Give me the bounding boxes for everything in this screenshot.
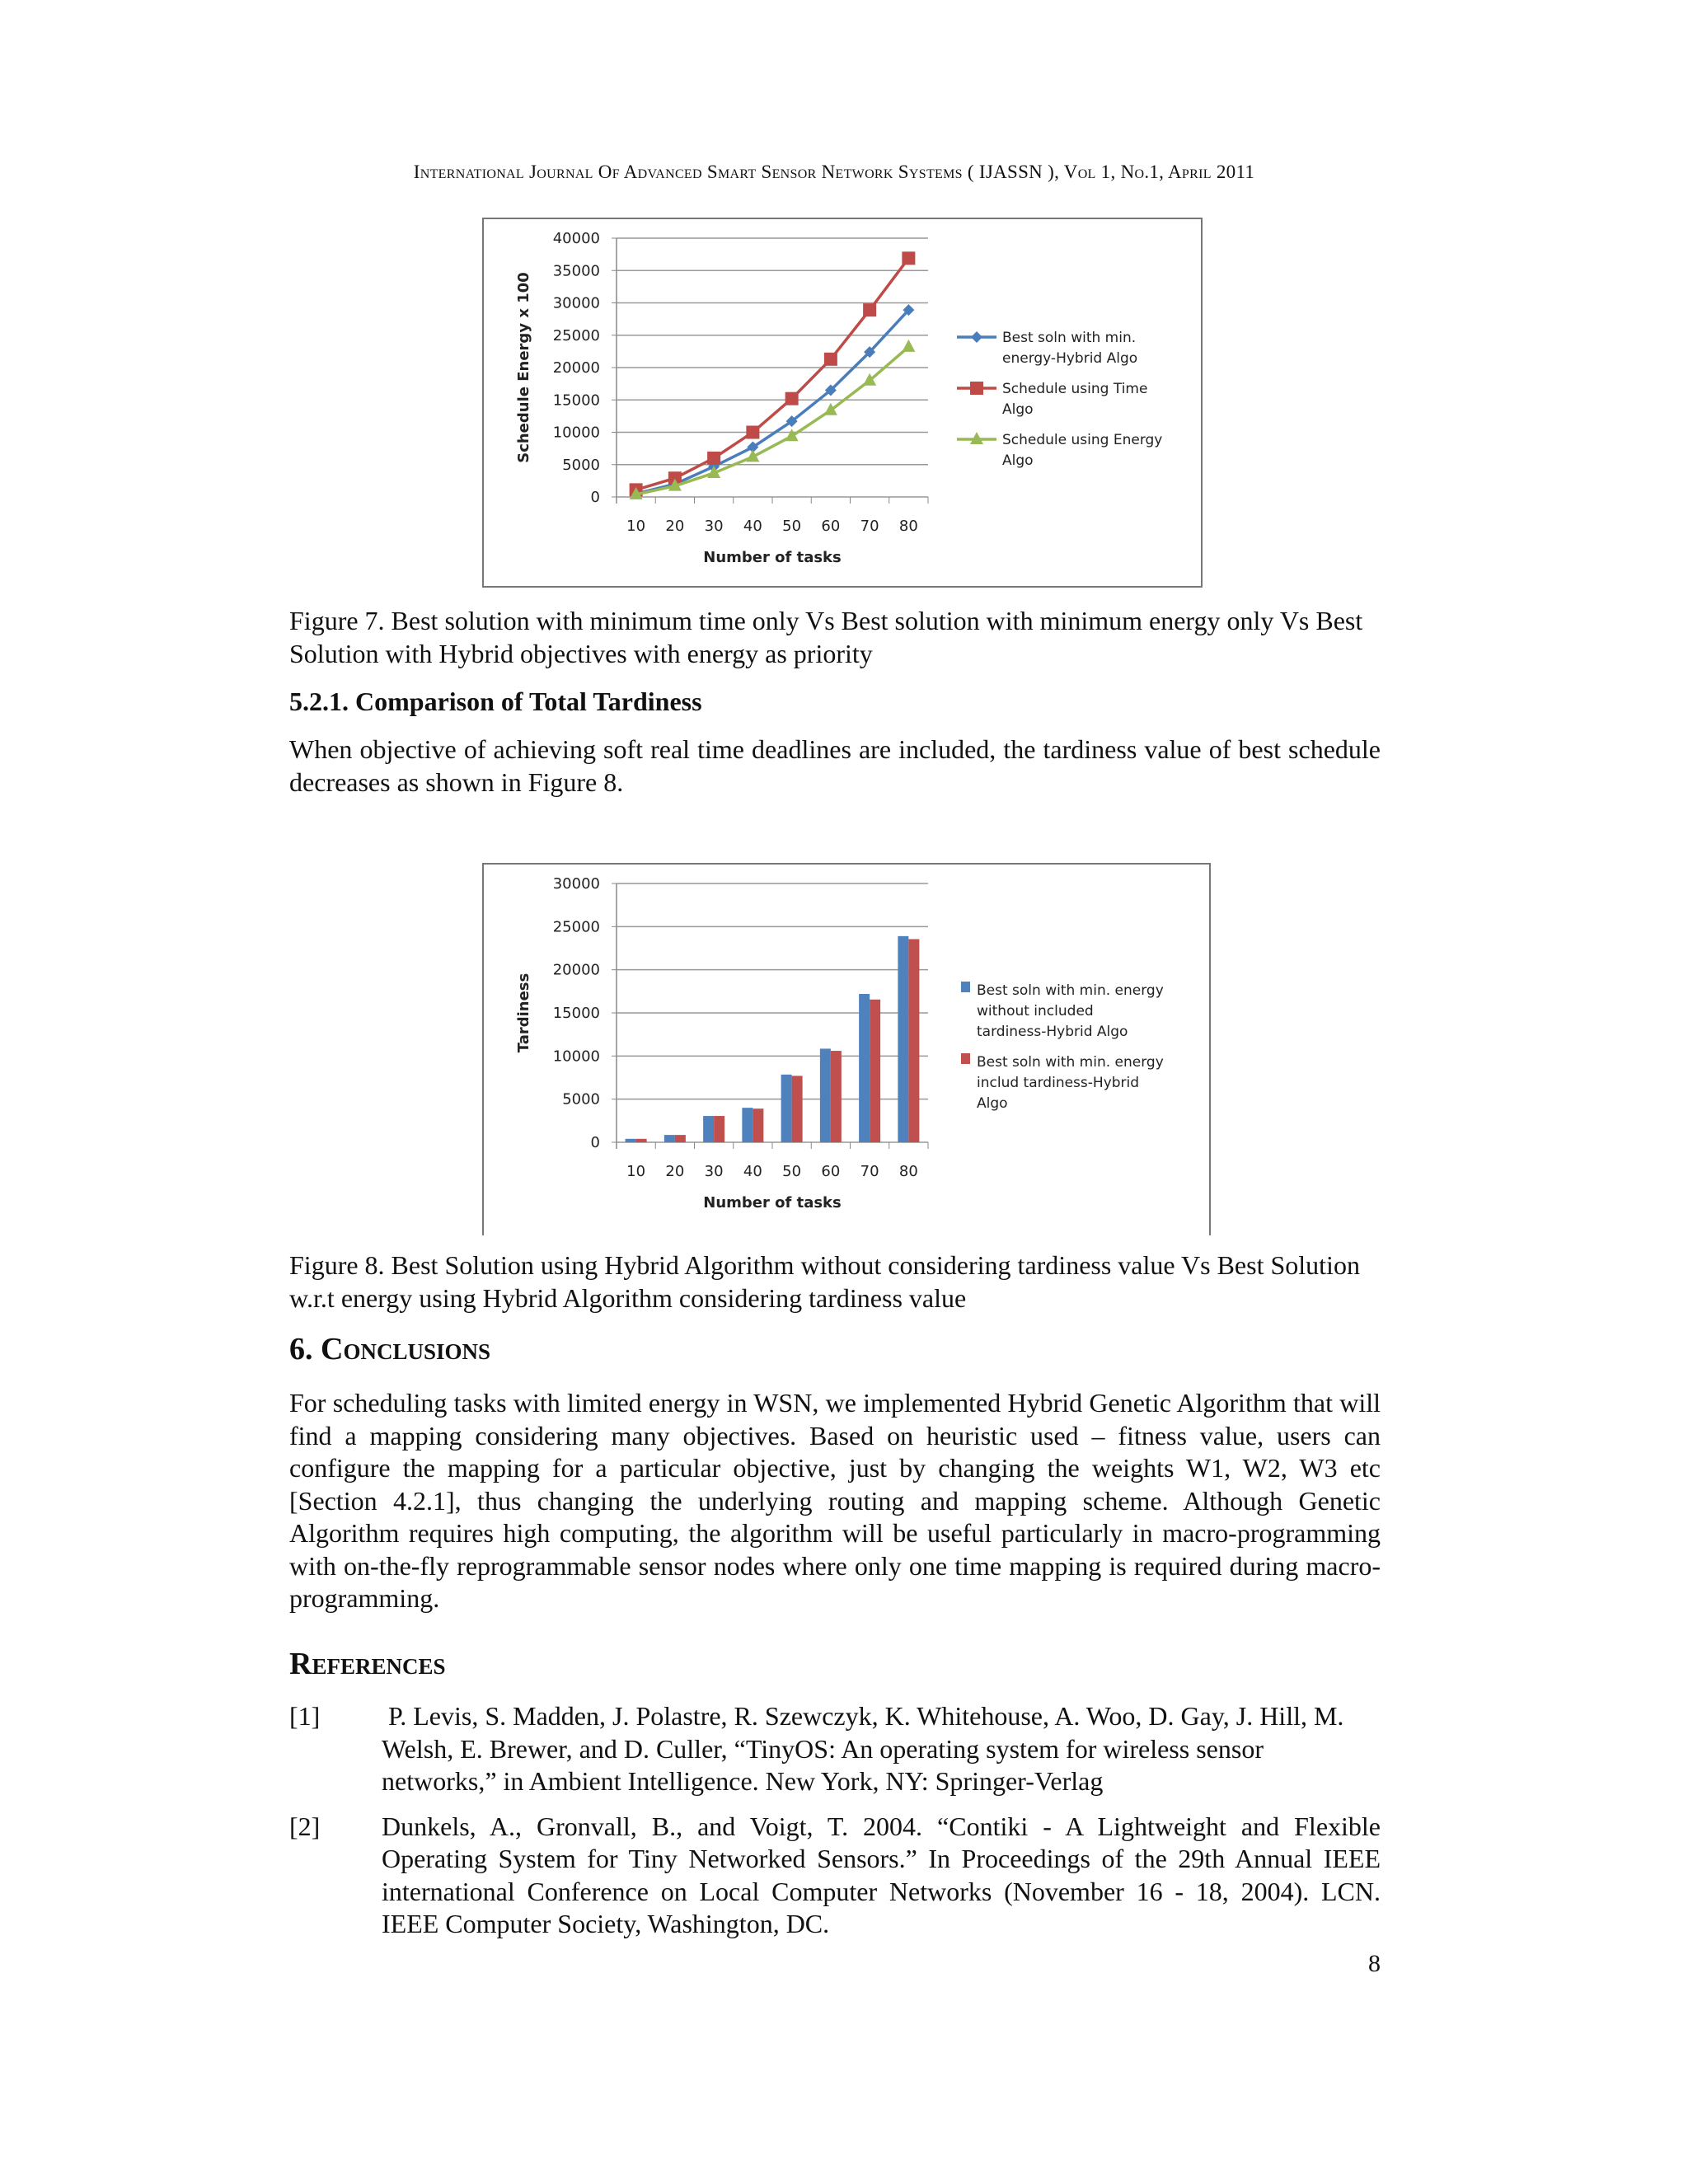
y-tick-label: 20000 bbox=[552, 359, 600, 377]
legend-label: Schedule using Energy bbox=[1002, 432, 1163, 448]
legend-label: Best soln with min. bbox=[1002, 330, 1137, 346]
bar bbox=[675, 1135, 686, 1142]
y-tick-label: 25000 bbox=[552, 918, 600, 936]
square-marker bbox=[863, 303, 876, 316]
bar bbox=[898, 936, 908, 1142]
reference-list bbox=[289, 1700, 1381, 1941]
y-tick-label: 15000 bbox=[552, 1005, 600, 1022]
reference-item bbox=[289, 1811, 1381, 1941]
bar bbox=[753, 1108, 763, 1142]
figure-8-caption: Figure 8. Best Solution using Hybrid Algorithm without considering tardiness value Vs Best Solution w.r.t energy using Hybrid Algorithm considering tardiness value bbox=[289, 1250, 1360, 1313]
series-line bbox=[636, 310, 909, 494]
x-tick-label: 80 bbox=[898, 1163, 918, 1180]
square-marker bbox=[970, 382, 983, 395]
x-tick-label: 10 bbox=[626, 1163, 646, 1180]
paragraph-conclusions: For scheduling tasks with limited energy in WSN, we implemented Hybrid Genetic Algorithm that will find a mapping considering many objectives. Based on heuristic used – fitness value, users can configure the mapping for a particular objective, just by changing the weights W1, W2, W3 etc [Section 4.2.1], thus changing the underlying routing and mapping scheme. Although Genetic Algorithm requires high computing, the algorithm will be useful particularly in macro-programming with on-the-fly reprogrammable sensor nodes where only one time mapping is required during macro-programming. bbox=[289, 1388, 1381, 1613]
legend-label: Schedule using Time bbox=[1002, 381, 1148, 397]
y-tick-label: 40000 bbox=[552, 230, 600, 247]
y-tick-label: 30000 bbox=[552, 294, 600, 312]
x-tick-label: 20 bbox=[665, 518, 685, 535]
page-number: 8 bbox=[1368, 1950, 1381, 1977]
bar bbox=[908, 940, 919, 1142]
bar bbox=[703, 1116, 714, 1142]
series-line bbox=[636, 258, 909, 490]
bar bbox=[792, 1076, 803, 1142]
figure-7-chart bbox=[482, 218, 1203, 588]
x-tick-label: 10 bbox=[626, 518, 646, 535]
reference-number: [2] bbox=[289, 1811, 321, 1841]
x-tick-label: 70 bbox=[860, 1163, 879, 1180]
y-axis-label: Tardiness bbox=[515, 972, 532, 1053]
square-marker bbox=[746, 426, 759, 439]
x-tick-label: 50 bbox=[782, 518, 802, 535]
running-header: International Journal Of Advanced Smart Sensor Network Systems ( IJASSN ), Vol 1, No.1, April 2011 bbox=[413, 162, 1255, 182]
y-tick-label: 15000 bbox=[552, 391, 600, 410]
triangle-marker bbox=[902, 340, 915, 352]
square-marker bbox=[824, 353, 837, 366]
paragraph-5-2-1: When objective of achieving soft real time deadlines are included, the tardiness value of best schedule decreases as shown in Figure 8. bbox=[289, 734, 1381, 797]
bar bbox=[664, 1135, 675, 1142]
y-tick-label: 20000 bbox=[552, 961, 600, 979]
bar bbox=[626, 1139, 636, 1142]
square-marker bbox=[902, 251, 915, 265]
x-tick-label: 60 bbox=[821, 1163, 841, 1180]
legend-label: energy-Hybrid Algo bbox=[1002, 350, 1138, 367]
x-tick-label: 80 bbox=[898, 518, 918, 535]
figure-8-chart bbox=[482, 863, 1211, 1235]
reference-item bbox=[289, 1700, 1381, 1798]
triangle-marker bbox=[785, 429, 799, 441]
x-tick-label: 40 bbox=[743, 518, 762, 535]
square-marker bbox=[785, 392, 799, 405]
references-heading: References bbox=[289, 1647, 446, 1681]
y-axis-label: Schedule Energy x 100 bbox=[515, 272, 532, 463]
square-marker bbox=[707, 452, 720, 465]
y-tick-label: 25000 bbox=[552, 326, 600, 344]
x-tick-label: 40 bbox=[743, 1163, 762, 1180]
legend-swatch bbox=[961, 1053, 970, 1064]
y-tick-label: 0 bbox=[590, 1134, 600, 1151]
x-tick-label: 70 bbox=[860, 518, 879, 535]
legend-label: without included bbox=[977, 1003, 1094, 1019]
bar bbox=[820, 1048, 831, 1142]
triangle-marker bbox=[824, 403, 837, 415]
y-tick-label: 10000 bbox=[552, 424, 600, 442]
y-tick-label: 35000 bbox=[552, 262, 600, 280]
legend-label: includ tardiness-Hybrid bbox=[977, 1075, 1140, 1091]
x-axis-label: Number of tasks bbox=[703, 549, 842, 566]
line-chart-svg bbox=[484, 219, 1201, 586]
y-tick-label: 30000 bbox=[552, 875, 600, 893]
section-heading-5-2-1: 5.2.1. Comparison of Total Tardiness bbox=[289, 687, 702, 716]
legend-label: Algo bbox=[1002, 401, 1034, 418]
legend-label: Best soln with min. energy bbox=[977, 1054, 1164, 1071]
x-tick-label: 50 bbox=[782, 1163, 802, 1180]
x-axis-label: Number of tasks bbox=[703, 1194, 842, 1212]
reference-text: P. Levis, S. Madden, J. Polastre, R. Szewczyk, K. Whitehouse, A. Woo, D. Gay, J. Hill, M. Welsh, E. Brewer, and D. Culler, “TinyOS: An operating system for wireless sensor networks,” in Ambient Intelligence. New York, NY: Springer-Verlag bbox=[382, 1701, 1344, 1796]
y-tick-label: 10000 bbox=[552, 1047, 600, 1066]
bar bbox=[742, 1108, 753, 1142]
reference-text: Dunkels, A., Gronvall, B., and Voigt, T. 2004. “Contiki - A Lightweight and Flexible Operating System for Tiny Networked Sensors.” In Proceedings of the 29th Annual IEEE international Conference on Local Computer Networks (November 16 - 18, 2004). LCN. IEEE Computer Society, Washington, DC. bbox=[382, 1811, 1381, 1938]
x-tick-label: 30 bbox=[704, 518, 724, 535]
bar-chart-svg bbox=[484, 865, 1209, 1235]
legend-label: Algo bbox=[977, 1095, 1008, 1112]
y-tick-label: 5000 bbox=[562, 1090, 600, 1108]
y-tick-label: 0 bbox=[590, 489, 600, 506]
bar bbox=[831, 1051, 842, 1142]
reference-number: [1] bbox=[289, 1701, 321, 1731]
bar bbox=[714, 1116, 724, 1142]
x-tick-label: 20 bbox=[665, 1163, 685, 1180]
x-tick-label: 30 bbox=[704, 1163, 724, 1180]
bar bbox=[859, 994, 870, 1142]
legend-label: Algo bbox=[1002, 452, 1034, 469]
legend-label: tardiness-Hybrid Algo bbox=[977, 1024, 1128, 1040]
legend-label: Best soln with min. energy bbox=[977, 982, 1164, 999]
x-tick-label: 60 bbox=[821, 518, 841, 535]
figure-7-caption: Figure 7. Best solution with minimum time only Vs Best solution with minimum energy only Vs Best Solution with Hybrid objectives with energy as priority bbox=[289, 606, 1363, 668]
bar bbox=[636, 1139, 647, 1142]
y-tick-label: 5000 bbox=[562, 456, 600, 474]
section-heading-6: 6. Conclusions bbox=[289, 1332, 490, 1366]
bar bbox=[781, 1075, 792, 1142]
diamond-marker bbox=[971, 331, 982, 343]
legend-swatch bbox=[961, 982, 970, 992]
bar bbox=[870, 1000, 880, 1142]
